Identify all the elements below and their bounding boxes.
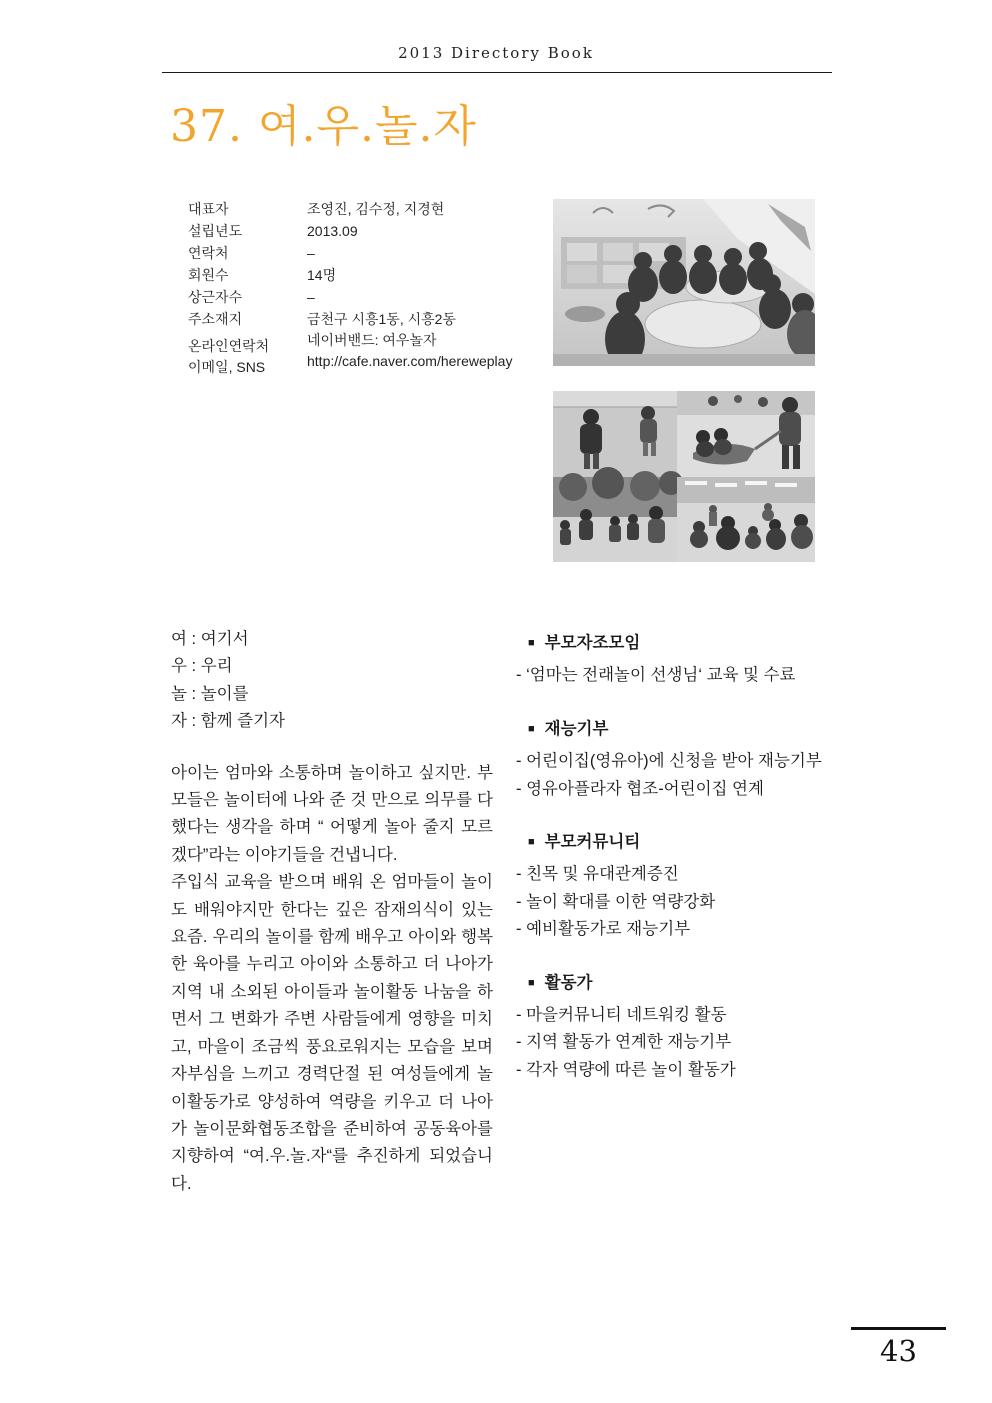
info-value: 2013.09 [307, 223, 358, 239]
activity-item: - 마을커뮤니티 네트워킹 활동 [516, 1002, 838, 1029]
header-divider [162, 72, 832, 73]
info-row-online-contact [188, 330, 548, 378]
info-row-representative [188, 198, 548, 220]
activity-heading-label: 활동가 [544, 973, 593, 992]
activity-heading [516, 829, 838, 858]
square-bullet-icon: ■ [528, 637, 535, 649]
info-value: 금천구 시흥1동, 시흥2동 [307, 311, 456, 327]
org-info-table [188, 198, 548, 378]
collage-scene-blanket-ride [677, 391, 815, 477]
info-label [188, 330, 307, 378]
info-row-founded [188, 220, 548, 242]
info-value: – [307, 289, 315, 305]
info-value: – [307, 245, 315, 261]
activity-item: - 어린이집(영유아)에 신청을 받아 재능기부 [516, 748, 838, 775]
activity-item: - ‘엄마는 전래놀이 선생님‘ 교육 및 수료 [516, 662, 838, 689]
info-label: 주소재지 [188, 311, 243, 327]
info-label: 회원수 [188, 267, 229, 283]
activity-item: - 영유아플라자 협조-어린이집 연계 [516, 776, 838, 803]
info-value [307, 330, 548, 378]
collage-scene-indoor-hall [677, 477, 815, 562]
page-title: 37. 여.우.놀.자 [170, 101, 477, 152]
info-value: 조영진, 김수정, 지경현 [307, 201, 445, 217]
info-row-address [188, 308, 548, 330]
info-label: 상근자수 [188, 289, 243, 305]
activity-heading-label: 부모자조모임 [544, 634, 641, 652]
info-label: 연락처 [188, 245, 229, 261]
info-label: 설립년도 [188, 223, 243, 239]
cafe-url-text: http://cafe.naver.com/hereweplay [307, 353, 513, 369]
acronym-block [171, 626, 493, 736]
header-title: 2013 Directory Book [398, 44, 594, 62]
collage-scene-park-play [553, 467, 683, 562]
page-number: 43 [880, 1334, 917, 1368]
activity-item: - 예비활동가로 재능기부 [516, 916, 838, 943]
acronym-line: 놀 : 놀이를 [171, 684, 249, 703]
info-row-members [188, 264, 548, 286]
activity-item: - 놀이 확대를 이한 역량강화 [516, 889, 838, 916]
description-block [171, 760, 493, 1199]
right-column [516, 630, 838, 1110]
left-column [171, 626, 493, 1198]
photo-collage-children-playing [553, 391, 815, 562]
activity-section-parent-community [516, 829, 838, 944]
activity-section-talent-donation [516, 716, 838, 803]
naver-band-text: 네이버밴드: 여우놀자 [307, 332, 437, 348]
activity-item: - 지역 활동가 연계한 재능기부 [516, 1029, 838, 1056]
activity-section-activists [516, 970, 838, 1085]
activity-heading-label: 재능기부 [544, 719, 609, 738]
activity-heading-label: 부모커뮤니티 [544, 833, 641, 852]
activity-item: - 친목 및 유대관계증진 [516, 861, 838, 888]
acronym-line: 우 : 우리 [171, 657, 233, 676]
collage-scene-toddlers-gym [553, 391, 677, 477]
description-paragraph: 아이는 엄마와 소통하며 놀이하고 싶지만. 부모들은 놀이터에 나와 준 것 만으로 의무를 다 했다는 생각을 하며 “ 어떻게 놀아 줄지 모르겠다”라는 이야기들을 건냅니다. [171, 763, 493, 864]
square-bullet-icon: ■ [528, 836, 535, 849]
info-value: 14명 [307, 267, 337, 283]
info-row-contact [188, 242, 548, 264]
info-label: 대표자 [188, 201, 229, 217]
acronym-line: 자 : 함께 즐기자 [171, 712, 285, 731]
photo-group-table [553, 199, 815, 366]
activity-heading [516, 630, 838, 659]
activity-section-parent-group [516, 630, 838, 690]
info-label-line: 이메일, SNS [188, 359, 266, 375]
square-bullet-icon: ■ [528, 976, 535, 989]
description-paragraph: 주입식 교육을 받으며 배워 온 엄마들이 놀이도 배워야지만 한다는 깊은 잠재의식이 있는 요즘. 우리의 놀이를 함께 배우고 아이와 행복한 육아를 누리고 아이와 소통하고 더 나아가 지역 내 소외된 아이들과 놀이활동 나눔을 하면서 그 변화가 주변 사람들에게 영향을 미치고, 마을이 조금씩 풍요로워지는 모습을 보며 자부심을 느끼고 경력단절 된 여성들에게 놀이활동가로 양성하여 역량을 키우고 더 나아가 놀이문화협동조합을 준비하여 공동육아를 지향하여 “여.우.놀.자“를 추진하게 되었습니다. [171, 873, 493, 1193]
activity-heading [516, 970, 838, 999]
activity-heading [516, 716, 838, 745]
square-bullet-icon: ■ [528, 722, 535, 735]
activity-item: - 각자 역량에 따른 놀이 활동가 [516, 1057, 838, 1084]
info-label-line: 온라인연락처 [188, 338, 270, 354]
acronym-line: 여 : 여기서 [171, 630, 249, 648]
info-row-staff [188, 286, 548, 308]
footer-divider [851, 1327, 946, 1330]
